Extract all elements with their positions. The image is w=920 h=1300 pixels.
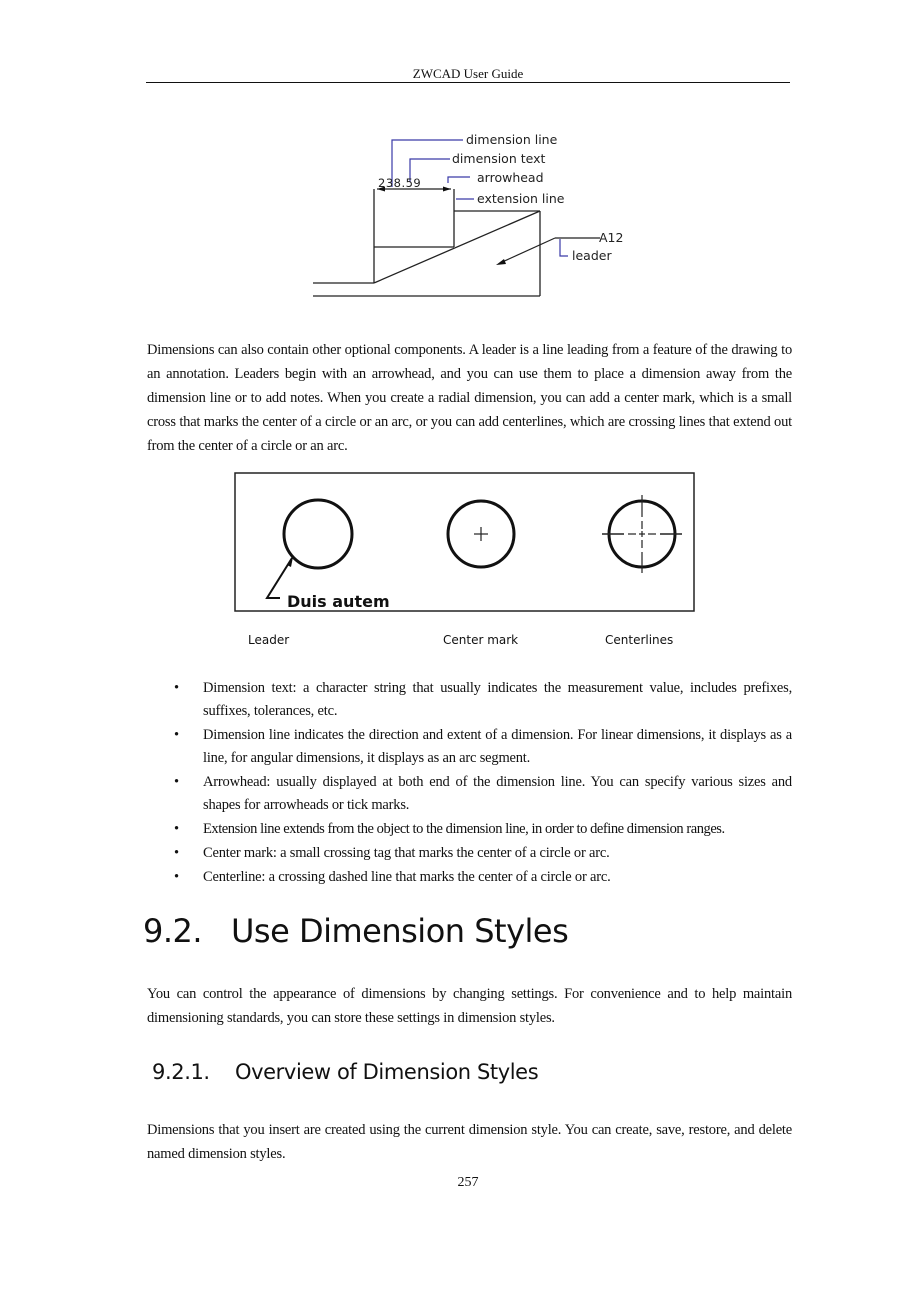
header-rule	[146, 82, 790, 83]
dimension-components-figure	[300, 115, 640, 310]
page-number: 257	[457, 1175, 479, 1190]
section-heading	[143, 912, 568, 950]
caption-center-mark: Center mark	[443, 633, 519, 647]
section-number: 9.2.	[143, 912, 203, 950]
paragraph-optional-components: Dimensions can also contain other optional components. A leader is a line leading from a feature of the drawing to an annotation. Leaders begin with an arrowhead, and you can use them to place a dimension away from the dimension line or to add notes. When you create a radial dimension, you can add a center mark, which is a small cross that marks the center of a circle or an arc, or you can add centerlines, which are crossing lines that extend out from the center of a circle or an arc.	[147, 342, 792, 454]
list-item-text: Dimension text: a character string that usually indicates the measurement value, includes prefixes, suffixes, tolerances, etc.	[203, 680, 792, 719]
section-title: Use Dimension Styles	[231, 912, 569, 950]
subsection-number: 9.2.1.	[152, 1060, 210, 1084]
measurement-text: 238.59	[378, 176, 422, 190]
bullet-icon: •	[174, 869, 179, 885]
label-leader: leader	[572, 248, 612, 263]
dimension-components-list	[147, 677, 792, 890]
label-dimension-text: dimension text	[452, 151, 546, 166]
subsection-title: Overview of Dimension Styles	[235, 1060, 539, 1084]
bullet-icon: •	[174, 680, 179, 696]
leader-centermark-figure	[230, 465, 705, 620]
label-extension-line: extension line	[477, 191, 565, 206]
label-arrowhead: arrowhead	[477, 170, 544, 185]
list-item-text: Center mark: a small crossing tag that marks the center of a circle or arc.	[203, 845, 610, 861]
list-item	[147, 818, 792, 841]
list-item	[147, 724, 792, 770]
subsection-paragraph: Dimensions that you insert are created using the current dimension style. You can create, save, restore, and delete named dimension styles.	[147, 1122, 792, 1162]
leader-annotation-text: Duis autem	[287, 592, 390, 611]
bullet-icon: •	[174, 821, 179, 837]
list-item	[147, 866, 792, 889]
list-item-text: Centerline: a crossing dashed line that marks the center of a circle or arc.	[203, 869, 611, 885]
running-header: ZWCAD User Guide	[412, 66, 524, 81]
bullet-icon: •	[174, 727, 179, 743]
list-item	[147, 677, 792, 723]
list-item	[147, 842, 792, 865]
caption-centerlines: Centerlines	[605, 633, 674, 647]
subsection-heading	[152, 1060, 538, 1084]
bullet-icon: •	[174, 774, 179, 790]
section-paragraph: You can control the appearance of dimensions by changing settings. For convenience and to help maintain dimensioning standards, you can store these settings in dimension styles.	[147, 986, 792, 1026]
list-item-text: Arrowhead: usually displayed at both end of the dimension line. You can specify various sizes and shapes for arrowheads or tick marks.	[203, 774, 792, 813]
label-dimension-line: dimension line	[466, 132, 558, 147]
list-item	[147, 771, 792, 817]
list-item-text: Dimension line indicates the direction and extent of a dimension. For linear dimensions, it displays as a line, for angular dimensions, it displays as an arc segment.	[203, 727, 792, 766]
caption-leader: Leader	[248, 633, 290, 647]
label-a12: A12	[599, 230, 624, 245]
list-item-text: Extension line extends from the object to the dimension line, in order to define dimension ranges.	[203, 821, 725, 837]
bullet-icon: •	[174, 845, 179, 861]
